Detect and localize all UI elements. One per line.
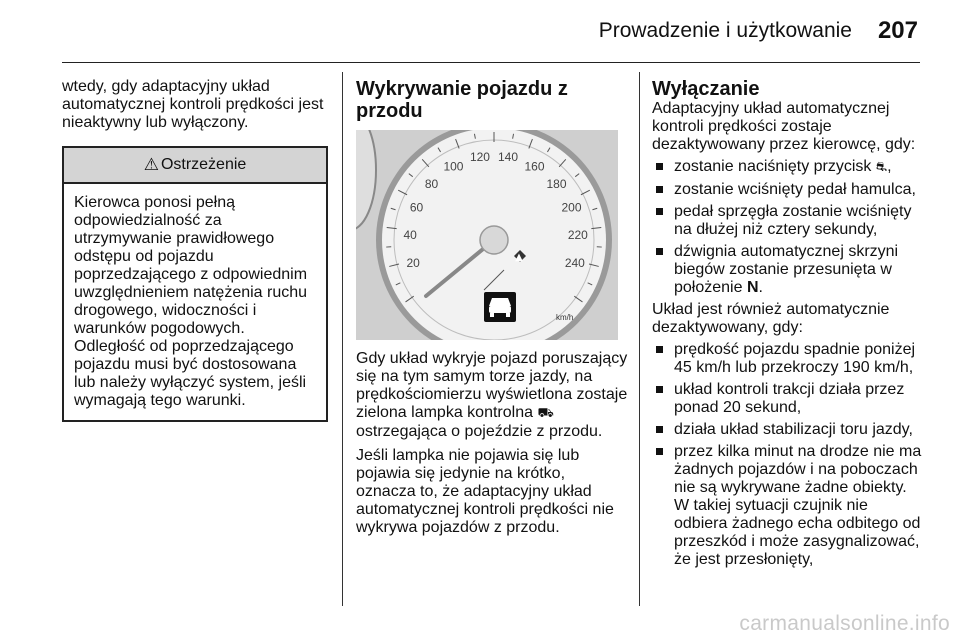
speed-label: 220 <box>567 227 588 242</box>
warning-title: Ostrzeżenie <box>160 156 247 173</box>
column-divider <box>639 72 640 606</box>
speed-label: 180 <box>546 176 567 191</box>
section-title-detection: Wykrywanie pojazdu z przodu <box>356 78 568 122</box>
speed-label: 80 <box>424 176 439 191</box>
speed-label: 40 <box>403 227 417 242</box>
speed-label: 120 <box>469 150 490 165</box>
needle-hub <box>480 226 508 254</box>
column-left <box>62 78 330 422</box>
list-item: prędkość pojazdu spadnie poniżej 45 km/h lub przekroczy 190 km/h, <box>652 341 924 377</box>
speed-unit-label: km/h <box>556 313 574 322</box>
watermark: carmanualsonline.info <box>739 612 950 635</box>
intro-paragraph: wtedy, gdy adaptacyjny układ automatycznej kontroli prędkości jest nieaktywny lub wyłączony. <box>62 78 324 131</box>
speed-label: 140 <box>498 150 519 165</box>
speed-label: 100 <box>443 159 464 174</box>
deactivation-intro: Adaptacyjny układ automatycznej kontroli prędkości zostaje dezaktywowany przez kierowcę, gdy: <box>652 100 916 153</box>
auto-deactivation-list <box>652 341 924 569</box>
page-header <box>0 0 960 60</box>
speed-label: 20 <box>406 255 420 270</box>
list-item: działa układ stabilizacji toru jazdy, <box>652 421 924 439</box>
speedometer-figure <box>356 130 618 340</box>
driver-deactivation-list <box>652 158 924 297</box>
detection-paragraph-2: Jeśli lampka nie pojawia się lub pojawia się jedynie na krótko, oznacza to, że adaptacyjny układ automatycznej kontroli prędkości nie wykrywa pojazdów z przodu. <box>356 447 614 536</box>
list-item: zostanie naciśnięty przycisk ⛐, <box>652 158 924 177</box>
speed-label: 60 <box>409 200 424 215</box>
header-rule <box>62 62 920 63</box>
list-item: zostanie wciśnięty pedał hamulca, <box>652 181 924 199</box>
warning-header <box>64 148 326 184</box>
section-title-deactivation: Wyłączanie <box>652 78 760 100</box>
column-right <box>652 78 924 569</box>
column-divider <box>342 72 343 606</box>
list-item: układ kontroli trakcji działa przez ponad 20 sekund, <box>652 381 924 417</box>
svg-text:▲: ▲ <box>515 252 523 263</box>
list-item: dźwignia automatycznej skrzyni biegów zostanie przesunięta w położenie N. <box>652 243 924 297</box>
list-item: pedał sprzęgła zostanie wciśnięty na dłużej niż cztery sekundy, <box>652 203 924 239</box>
warning-text: Kierowca ponosi pełną odpowiedzialność za utrzymywanie prawidłowego odstępu od pojazdu poprzedzającego z odpowiednim uwzględnieniem natężenia ruchu drogowego, widoczności i warunków pogodowych. Odległość od poprzedzającego pojazdu musi być dostosowana lub należy wyłączyć system, jeśli wymagają tego warunki. <box>74 194 308 409</box>
speed-label: 200 <box>561 200 582 215</box>
page-number: 207 <box>877 17 918 44</box>
auto-deactivation-intro: Układ jest również automatycznie dezaktywowany, gdy: <box>652 301 890 336</box>
car-front-icon: ⛟ <box>537 406 554 421</box>
list-item: przez kilka minut na drodze nie ma żadnych pojazdów i na poboczach nie są wykrywane żadne obiekty. W takiej sytuacji czujnik nie odbiera żadnego echa odbitego od przeszkód i może zasygnalizować, że jest przesłonięty, <box>652 443 924 569</box>
warning-box <box>62 146 328 422</box>
distance-button-icon: ⛐ <box>875 160 888 175</box>
header-title: Prowadzenie i użytkowanie <box>598 19 852 42</box>
speed-label: 160 <box>524 159 545 174</box>
speed-label: 240 <box>564 255 585 270</box>
warning-icon: ⚠ <box>143 155 159 174</box>
column-middle <box>356 78 628 537</box>
detection-paragraph-1: Gdy układ wykryje pojazd poruszający się na tym samym torze jazdy, na prędkościomierzu wyświetlona zostaje zielona lampka kontrolna ⛟ ostrzegająca o pojeździe z przodu. <box>356 350 628 440</box>
car-front-icon <box>484 292 516 322</box>
